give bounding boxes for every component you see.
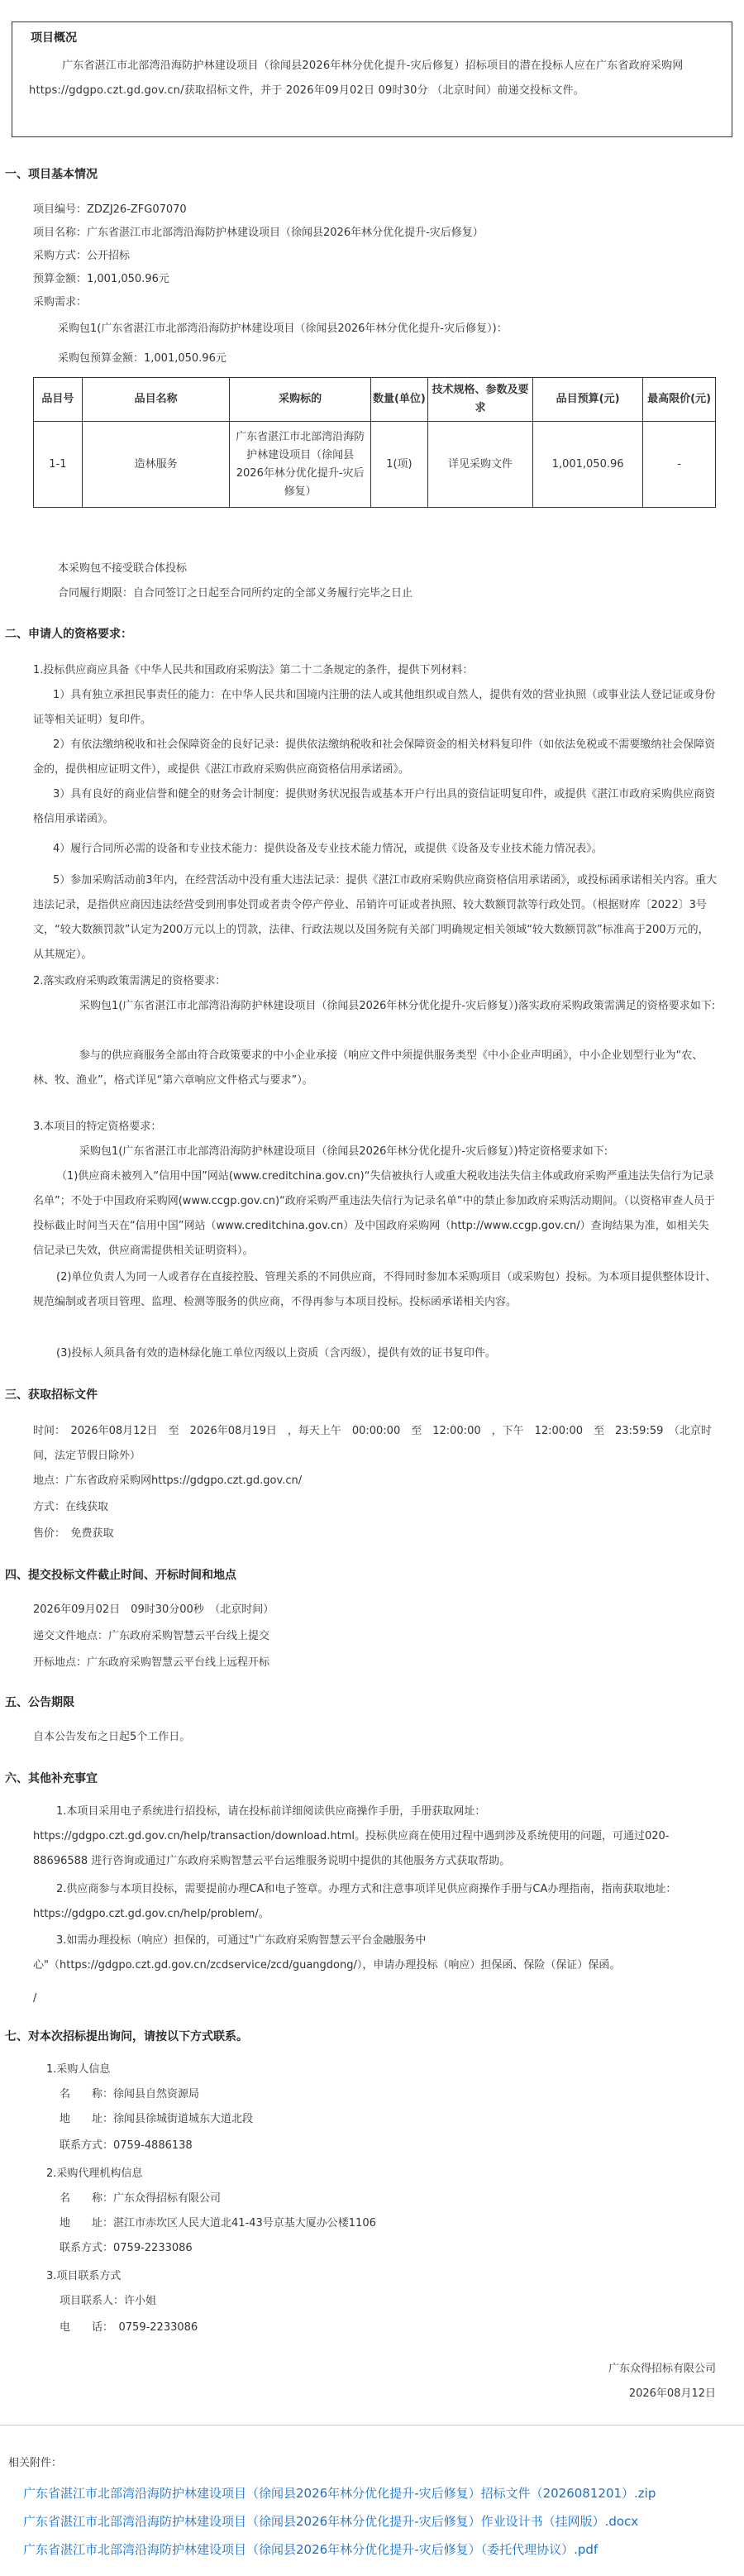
qualification-item-1: 1.投标供应商应具备《中华人民共和国政府采购法》第二十二条规定的条件，提供下列材料： xyxy=(33,664,474,676)
qualification-item-3-2: （1)供应商未被列入“信用中国”网站(www.creditchina.gov.cn)“失信被执行人或重大税收违法失信主体或政府采购严重违法失信行为记录名单”；不处于中国政府采购网(www.ccgp.gov.cn)“政府采购严重违法失信行为记录名单”中的禁止参加政府采购活动期间。（以资格审查人员于投标截止时间当天在“信用中国”网站（www.creditchina.gov.cn）及中国政府采购网（http://www.ccgp.gov.cn/）查询结果为准，如相关失信记录已失效，供应商需提供相关证明资料）。 xyxy=(33,1170,716,1257)
project-contact-title: 3.项目联系方式 xyxy=(46,2270,122,2282)
project-contact-person: 项目联系人：许小姐 xyxy=(60,2295,157,2307)
signature-date: 2026年08月12日 xyxy=(628,2387,716,2400)
section-deadline-title: 四、提交投标文件截止时间、开标时间和地点 xyxy=(5,1569,236,1582)
table-cell: 1,001,050.96 xyxy=(533,422,643,508)
agent-phone: 联系方式：0759-2233086 xyxy=(60,2242,193,2254)
obtain-price: 售价： 免费获取 xyxy=(33,1527,114,1540)
table-header: 最高限价(元) xyxy=(643,378,716,422)
procurement-demand: 采购需求： xyxy=(33,296,88,308)
attachment-link-zip[interactable]: 广东省湛江市北部湾沿海防护林建设项目（徐闻县2026年林分优化提升-灾后修复）招标文件（20260812​01）.zip xyxy=(23,2486,656,2501)
table-cell: 广东省湛江市北部湾沿海防护林建设项目（徐闻县2026年林分优化提升-灾后修复） xyxy=(230,422,370,508)
table-cell: 详见采购文件 xyxy=(428,422,533,508)
table-header: 采购标的 xyxy=(230,378,370,422)
obtain-time: 时间： 2026年08月12日 至 2026年08月19日 ，每天上午 00:00:00 至 12:00:00 ，下午 12:00:00 至 23:59:59 （北京时间，法定节假日除外） xyxy=(33,1425,712,1462)
section-qualification-title: 二、申请人的资格要求： xyxy=(5,628,132,641)
section-obtain-title: 三、获取招标文件 xyxy=(5,1388,98,1402)
table-header: 数量(单位) xyxy=(370,378,427,422)
open-place: 开标地点：广东政府采购智慧云平台线上远程开标 xyxy=(33,1656,270,1669)
obtain-place: 地点：广东省政府采购网https://gdgpo.czt.gd.gov.cn/ xyxy=(33,1474,303,1487)
section-other-title: 六、其他补充事宜 xyxy=(5,1772,98,1785)
qualification-item-2-2: 参与的供应商服务全部由符合政策要求的中小企业承接（响应文件中须提供服务类型《中小企业声明函》，中小企业划型行业为“农、林、牧、渔业”，格式详见“第六章响应文件格式与要求”）。 xyxy=(33,1049,703,1087)
buyer-phone: 联系方式：0759-4886138 xyxy=(60,2139,193,2152)
qualification-item-2: 2.落实政府采购政策需满足的资格要求： xyxy=(33,975,227,987)
section-notice-title: 五、公告期限 xyxy=(5,1696,74,1709)
attachment-link-pdf[interactable]: 广东省湛江市北部湾沿海防护林建设项目（徐闻县2026年林分优化提升-灾后修复）（委托代理协议）.pdf xyxy=(23,2542,599,2557)
section-basic-title: 一、项目基本情况 xyxy=(5,168,98,181)
buyer-title: 1.采购人信息 xyxy=(46,2063,111,2076)
qualification-item-3-1: 采购包1(广东省湛江市北部湾沿海防护林建设项目（徐闻县2026年林分优化提升-灾后修复）)特定资格要求如下: xyxy=(79,1145,608,1158)
agent-title: 2.采购代理机构信息 xyxy=(46,2167,143,2180)
table-cell: 1(项) xyxy=(370,422,427,508)
qualification-item-3-4: (3)投标人须具备有效的造林绿化施工单位丙级以上资质（含丙级），提供有效的证书复印件。 xyxy=(56,1347,496,1360)
attachments-label: 相关附件： xyxy=(8,2457,63,2469)
deadline-time: 2026年09月02日 09时30分00秒 （北京时间） xyxy=(33,1603,274,1616)
qualification-item-3-3: (2)单位负责人为同一人或者存在直接控股、管理关系的不同供应商，不得同时参加本采购项目（或采购包）投标。为本项目提供整体设计、规范编制或者项目管理、监理、检测等服务的供应商，不得再参与本项目投标。投标函承诺相关内容。 xyxy=(33,1271,717,1308)
no-consortium-note: 本采购包不接受联合体投标 xyxy=(58,562,188,575)
obtain-way: 方式：在线获取 xyxy=(33,1501,109,1513)
agent-name: 名 称：广东众得招标有限公司 xyxy=(60,2192,222,2205)
table-cell: 造林服务 xyxy=(82,422,230,508)
table-header-row xyxy=(34,378,716,422)
qualification-item-1-1: 1）具有独立承担民事责任的能力：在中华人民共和国境内注册的法人或其他组织或自然人，提供有效的营业执照（或事业法人登记证或身份证等相关证明）复印件。 xyxy=(33,689,716,726)
qualification-item-1-3: 3）具有良好的商业信誉和健全的财务会计制度：提供财务状况报告或基本开户行出具的资信证明复印件，或提供《湛江市政府采购供应商资格信用承诺函》。 xyxy=(33,788,716,825)
overview-box xyxy=(12,22,732,137)
buyer-address: 地 址：徐闻县徐城街道城东大道北段 xyxy=(60,2113,254,2125)
table-header: 品目预算(元) xyxy=(533,378,643,422)
table-cell: 1-1 xyxy=(34,422,83,508)
other-slash: / xyxy=(33,1992,37,2005)
qualification-item-3: 3.本项目的特定资格要求： xyxy=(33,1121,162,1133)
notice-period: 自本公告发布之日起5个工作日。 xyxy=(33,1731,191,1743)
qualification-item-1-2: 2）有依法缴纳税收和社会保障资金的良好记录：提供依法缴纳税收和社会保障资金的相关材料复印件（如依法免税或不需要缴纳社会保障资金的，提供相应证明文件），或提供《湛江市政府采购供应商资格信用承诺函》。 xyxy=(33,738,716,776)
signature-company: 广东众得招标有限公司 xyxy=(608,2363,716,2375)
qualification-item-1-5: 5）参加采购活动前3年内，在经营活动中没有重大违法记录：提供《湛江市政府采购供应商资格信用承诺函》，或投标函承诺相关内容。重大违法记录，是指供应商因违法经营受到刑事处罚或者责令停产停业、吊销许可证或者执照、较大数额罚款等行政处罚。（根据财库〔2022〕3号文，“较大数额罚款”认定为200万元以上的罚款，法律、行政法规以及国务院有关部门明确规定相关领域“较大数额罚款”标准高于200万元的，从其规定）。 xyxy=(33,874,718,961)
agent-address: 地 址：湛江市赤坎区人民大道北41-43号京基大厦办公楼1106 xyxy=(60,2217,376,2230)
table-header: 品目名称 xyxy=(82,378,230,422)
package-budget: 采购包预算金额：1,001,050.96元 xyxy=(58,352,227,365)
buyer-name: 名 称：徐闻县自然资源局 xyxy=(60,2088,200,2100)
section-contact-title: 七、对本次招标提出询问，请按以下方式联系。 xyxy=(5,2030,248,2043)
other-item-2: 2.供应商参与本项目投标，需要提前办理CA和电子签章。办理方式和注意事项详见供应商操作手册与CA办理指南，指南获取地址：https://gdgpo.czt.gd.gov.cn/help/problem/。 xyxy=(33,1883,677,1920)
other-item-3: 3.如需办理投标（响应）担保的，可通过"广东政府采购智慧云平台金融服务中心"（https://gdgpo.czt.gd.gov.cn/zcdservice/zcd/guangdong/），申请办理投标（响应）担保函、保险（保证）保函。 xyxy=(33,1934,621,1971)
project-number: 项目编号：ZDZJ26-ZFG07070 xyxy=(33,203,187,216)
table-row xyxy=(34,422,716,508)
package-title: 采购包1(广东省湛江市北部湾沿海防护林建设项目（徐闻县2026年林分优化提升-灾后修复）)： xyxy=(58,323,508,335)
qualification-item-2-1: 采购包1(广东省湛江市北部湾沿海防护林建设项目（徐闻县2026年林分优化提升-灾后修复）)落实政府采购政策需满足的资格要求如下: xyxy=(79,1000,716,1012)
overview-title: 项目概况 xyxy=(31,31,77,45)
procurement-method: 采购方式：公开招标 xyxy=(33,250,131,262)
project-name: 项目名称：广东省湛江市北部湾沿海防护林建设项目（徐闻县2026年林分优化提升-灾后修复） xyxy=(33,227,484,239)
budget-amount: 预算金额：1,001,050.96元 xyxy=(33,273,169,285)
overview-text: 广东省湛江市北部湾沿海防护林建设项目（徐闻县2026年林分优化提升-灾后修复）招标项目的潜在投标人应在广东省政府采购网https://gdgpo.czt.gd.gov.cn/获取招标文件，并于 2026年09月02日 09时30分 （北京时间）前递交投标文件。 xyxy=(29,60,684,97)
table-cell: - xyxy=(643,422,716,508)
table-header: 技术规格、参数及要求 xyxy=(428,378,533,422)
table-header: 品目号 xyxy=(34,378,83,422)
submit-place: 递交文件地点：广东政府采购智慧云平台线上提交 xyxy=(33,1630,270,1642)
contract-period: 合同履行期限：自合同签订之日起至合同所约定的全部义务履行完毕之日止 xyxy=(58,587,413,600)
qualification-item-1-4: 4）履行合同所必需的设备和专业技术能力：提供设备及专业技术能力情况，或提供《设备及专业技术能力情况表》。 xyxy=(53,843,603,855)
items-table xyxy=(33,377,716,508)
attachment-link-docx[interactable]: 广东省湛江市北部湾沿海防护林建设项目（徐闻县2026年林分优化提升-灾后修复）作业设计书（挂网版）.docx xyxy=(23,2514,639,2529)
other-item-1: 1.本项目采用电子系统进行招投标，请在投标前详细阅读供应商操作手册，手册获取网址：https://gdgpo.czt.gd.gov.cn/help/transaction/download.html。投标供应商在使用过程中遇到涉及系统使用的问题，可通过020-88696588 进行咨询或通过广东政府采购智慧云平台运维服务说明中提供的其他服务方式获取帮助。 xyxy=(33,1805,670,1867)
project-contact-phone: 电 话： 0759-2233086 xyxy=(60,2321,198,2334)
